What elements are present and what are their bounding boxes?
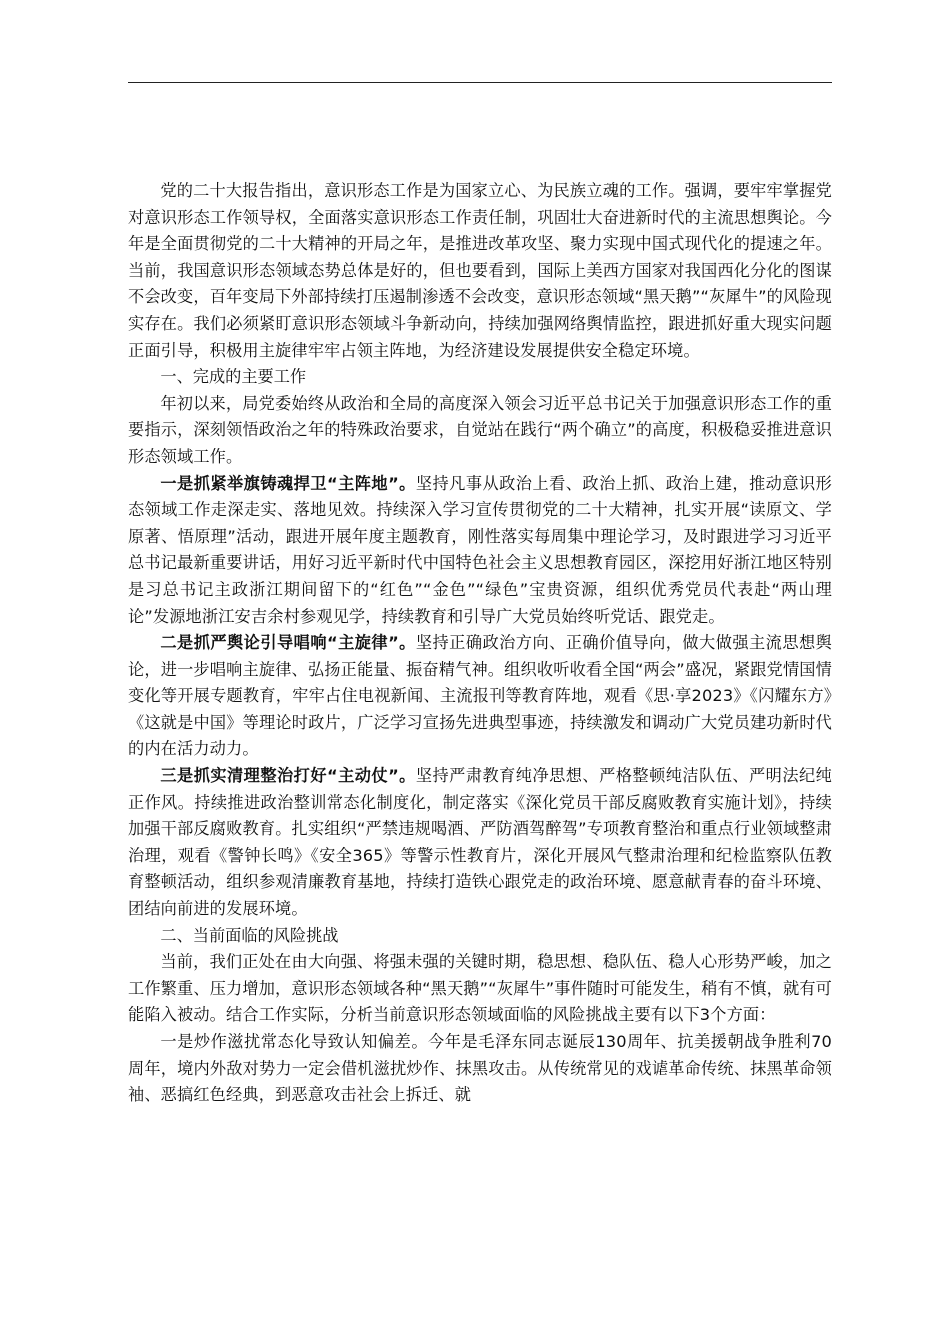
paragraph-point-two: 二是抓严舆论引导唱响“主旋律”。坚持正确政治方向、正确价值导向，做大做强主流思想舆论，进一步唱响主旋律、弘扬正能量、振奋精气神。组织收听收看全国“两会”盛况，紧跟党情国情变化等开展专题教育，牢牢占住电视新闻、主流报刊等教育阵地，观看《思·享2023》《闪耀东方》《这就是中国》等理论时政片，广泛学习宣扬先进典型事迹，持续激发和调动广大党员建功新时代的内在活力动力。 <box>128 633 832 759</box>
section-heading-completed-work: 一、完成的主要工作 <box>160 367 307 387</box>
paragraph-point-one: 一是抓紧举旗铸魂捍卫“主阵地”。坚持凡事从政治上看、政治上抓、政治上建，推动意识形态领域工作走深走实、落地见效。持续深入学习宣传贯彻党的二十大精神，扎实开展“读原文、学原著、悟原理”活动，跟进开展年度主题教育，刚性落实每周集中理论学习，及时跟进学习习近平总书记最新重要讲话，用好习近平新时代中国特色社会主义思想教育园区，深挖用好浙江地区特别是习总书记主政浙江期间留下的“红色”“金色”“绿色”宝贵资源，组织优秀党员代表赴“两山理论”发源地浙江安吉余村参观见学，持续教育和引导广大党员始终听党话、跟党走。 <box>128 473 832 626</box>
header-rule <box>128 82 832 83</box>
document-body <box>128 178 832 1109</box>
section-heading-risks: 二、当前面临的风险挑战 <box>160 925 339 945</box>
paragraph-lead: 三是抓实清理整治打好“主动仗”。 <box>160 766 416 786</box>
paragraph-point-three: 三是抓实清理整治打好“主动仗”。坚持严肃教育纯净思想、严格整顿纯洁队伍、严明法纪纯正作风。持续推进政治整训常态化制度化，制定落实《深化党员干部反腐败教育实施计划》，持续加强干部反腐败教育。扎实组织“严禁违规喝酒、严防酒驾醉驾”专项教育整治和重点行业领域整肃治理，观看《警钟长鸣》《安全365》等警示性教育片，深化开展风气整肃治理和纪检监察队伍教育整顿活动，组织参观清廉教育基地，持续打造铁心跟党走的政治环境、愿意献青春的奋斗环境、团结向前进的发展环境。 <box>128 766 832 919</box>
paragraph-intro: 党的二十大报告指出，意识形态工作是为国家立心、为民族立魂的工作。强调，要牢牢掌握党对意识形态工作领导权，全面落实意识形态工作责任制，巩固壮大奋进新时代的主流思想舆论。今年是全面贯彻党的二十大精神的开局之年，是推进改革攻坚、聚力实现中国式现代化的提速之年。当前，我国意识形态领域态势总体是好的，但也要看到，国际上美西方国家对我国西化分化的图谋不会改变，百年变局下外部持续打压遏制渗透不会改变，意识形态领域“黑天鹅”“灰犀牛”的风险现实存在。我们必须紧盯意识形态领域斗争新动向，持续加强网络舆情监控，跟进抓好重大现实问题正面引导，积极用主旋律牢牢占领主阵地，为经济建设发展提供安全稳定环境。 <box>128 181 832 360</box>
paragraph-overview: 年初以来，局党委始终从政治和全局的高度深入领会习近平总书记关于加强意识形态工作的重要指示，深刻领悟政治之年的特殊政治要求，自觉站在践行“两个确立”的高度，积极稳妥推进意识形态领域工作。 <box>128 393 832 466</box>
paragraph-lead: 二是抓严舆论引导唱响“主旋律”。 <box>160 633 416 653</box>
paragraph-risk-one: 一是炒作滋扰常态化导致认知偏差。今年是毛泽东同志诞辰130周年、抗美援朝战争胜利70周年，境内外敌对势力一定会借机滋扰炒作、抹黑攻击。从传统常见的戏谑革命传统、抹黑革命领袖、恶搞红色经典，到恶意攻击社会上拆迁、就 <box>128 1032 832 1105</box>
paragraph-lead: 一是抓紧举旗铸魂捍卫“主阵地”。 <box>160 473 416 493</box>
paragraph-risks-overview: 当前，我们正处在由大向强、将强未强的关键时期，稳思想、稳队伍、稳人心形势严峻，加之工作繁重、压力增加，意识形态领域各种“黑天鹅”“灰犀牛”事件随时可能发生，稍有不慎，就有可能陷入被动。结合工作实际，分析当前意识形态领域面临的风险挑战主要有以下3个方面： <box>128 952 832 1025</box>
